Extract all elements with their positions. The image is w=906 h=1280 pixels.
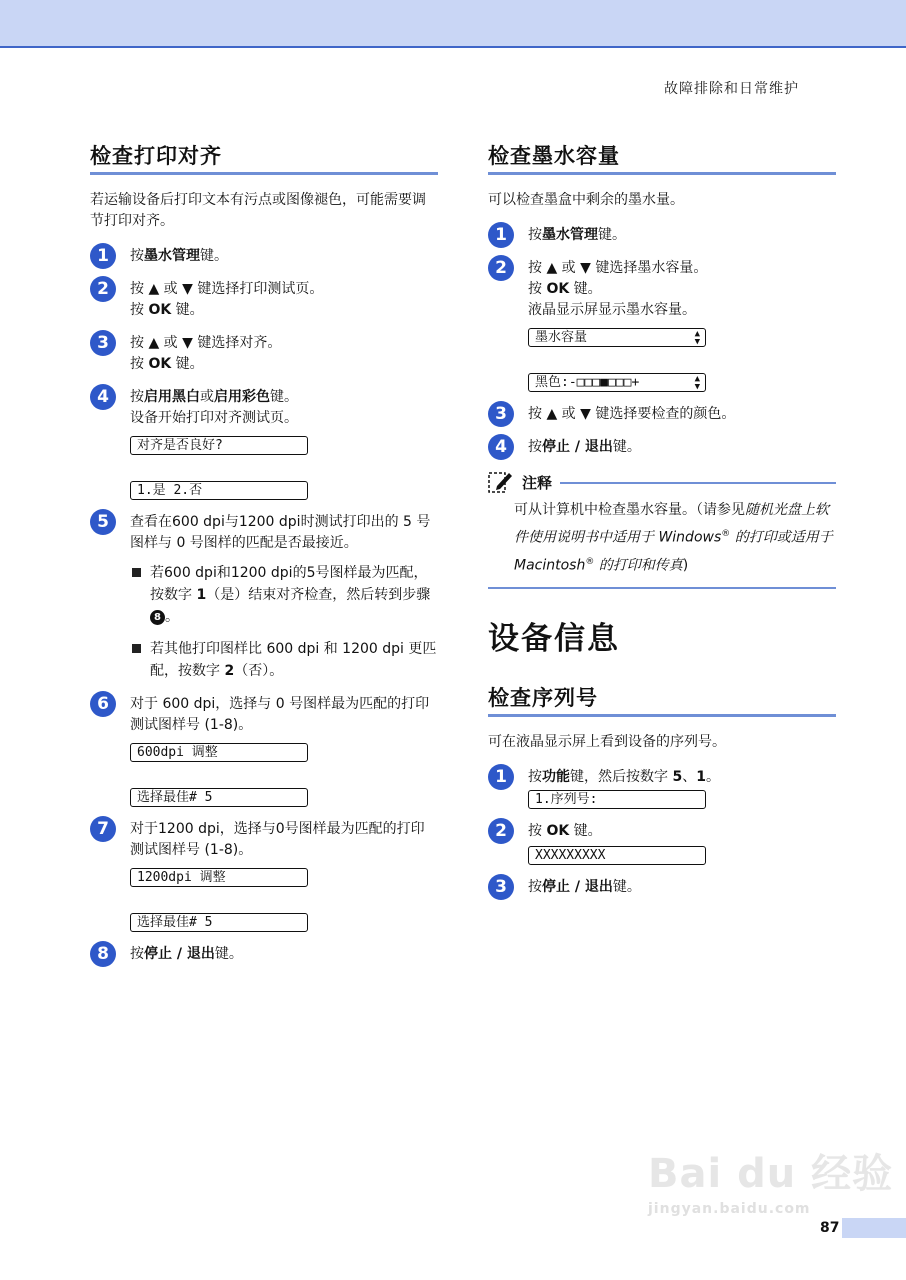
step-3: 3 按 ▲ 或 ▼ 键选择对齐。 按 OK 键。 (90, 333, 438, 375)
step-number: 3 (90, 330, 116, 356)
running-header: 故障排除和日常维护 (664, 81, 799, 97)
step-number: 5 (90, 509, 116, 535)
step-3: 3 按 ▲ 或 ▼ 键选择要检查的颜色。 (488, 404, 836, 425)
step-number: 2 (488, 255, 514, 281)
step-number: 1 (488, 764, 514, 790)
step-number: 8 (90, 941, 116, 967)
section-lead: 若运输设备后打印文本有污点或图像褪色，可能需要调节打印对齐。 (90, 192, 426, 229)
note-title: 注释 (522, 473, 553, 492)
step-number: 6 (90, 691, 116, 717)
step-2: 2 按 OK 键。 XXXXXXXXX (488, 821, 836, 865)
up-down-arrow-icon: ▲ ▼ (694, 374, 700, 392)
up-down-arrow-icon: ▲ ▼ (694, 329, 700, 347)
right-column (488, 140, 836, 910)
note-text: 可从计算机中检查墨水容量。（请参见随机光盘上软件使用说明书中适用于 Windows® 的打印或适用于 Macintosh® 的打印和传真) (514, 502, 833, 574)
bullet-square-icon (132, 568, 141, 577)
step-number: 3 (488, 874, 514, 900)
step-2: 2 按 ▲ 或 ▼ 键选择打印测试页。 按 OK 键。 (90, 279, 438, 321)
step-number: 1 (488, 222, 514, 248)
step-number: 7 (90, 816, 116, 842)
left-column (90, 140, 438, 977)
step-4: 4 按启用黑白或启用彩色键。 设备开始打印对齐测试页。 对齐是否良好? 1.是 2.否 (90, 387, 438, 500)
bullet-item: 若600 dpi和1200 dpi的5号图样最为匹配，按数字 1（是）结束对齐检查，然后转到步骤 8 。 (130, 562, 438, 628)
page-number-band (842, 1218, 906, 1238)
bullet-item: 若其他打印图样比 600 dpi 和 1200 dpi 更匹配，按数字 2（否）。 (130, 638, 438, 682)
section-title-serial-number: 检查序列号 (488, 682, 836, 717)
step-4: 4 按停止 / 退出键。 (488, 437, 836, 458)
step-1: 1 按功能键，然后按数字 5、1。 1.序列号: (488, 767, 836, 809)
key-ink-management: 墨水管理 (144, 248, 200, 264)
lcd-display: XXXXXXXXX (528, 846, 706, 865)
step-8: 8 按停止 / 退出键。 (90, 944, 438, 965)
page-number: 87 (820, 1220, 840, 1236)
lcd-display: 1.是 2.否 (130, 481, 308, 500)
step-number: 4 (90, 384, 116, 410)
step-3: 3 按停止 / 退出键。 (488, 877, 836, 898)
lcd-display: 对齐是否良好? (130, 436, 308, 455)
note-pencil-icon (488, 470, 514, 494)
step-ref-icon: 8 (150, 610, 165, 625)
note-box (488, 470, 836, 589)
lcd-display: 黑色:-□□□■□□□+ ▲ ▼ (528, 373, 706, 392)
lcd-display: 墨水容量 ▲ ▼ (528, 328, 706, 347)
step-1: 1 按墨水管理键。 (90, 246, 438, 267)
step-number: 4 (488, 434, 514, 460)
section-title-ink-volume: 检查墨水容量 (488, 140, 836, 175)
lcd-display: 600dpi 调整 (130, 743, 308, 762)
bullet-square-icon (132, 644, 141, 653)
step-7: 7 对于1200 dpi，选择与0号图样最为匹配的打印测试图样号 (1-8)。 1200dpi 调整 选择最佳# 5 (90, 819, 438, 932)
chapter-title-device-info: 设备信息 (488, 621, 620, 658)
section-lead: 可以检查墨盒中剩余的墨水量。 (488, 192, 684, 208)
watermark: Bai du 经验 jingyan.baidu.com (648, 1151, 894, 1217)
section-lead: 可在液晶显示屏上看到设备的序列号。 (488, 734, 726, 751)
lcd-display: 选择最佳# 5 (130, 788, 308, 807)
step-number: 2 (90, 276, 116, 302)
lcd-display: 1.序列号: (528, 790, 706, 809)
lcd-display: 选择最佳# 5 (130, 913, 308, 932)
step-number: 1 (90, 243, 116, 269)
lcd-display: 1200dpi 调整 (130, 868, 308, 887)
section-title-print-alignment: 检查打印对齐 (90, 140, 438, 175)
step-5: 5 查看在600 dpi与1200 dpi时测试打印出的 5 号图样与 0 号图样的匹配是否最接近。 若600 dpi和1200 dpi的5号图样最为匹配，按数字 1（是）结束对齐检查，然后转到步骤 8 。 若其他打印图样比 600 dpi 和 1200 dpi 更匹配，按数字 2（否）。 (90, 512, 438, 682)
step-6: 6 对于 600 dpi，选择与 0 号图样最为匹配的打印测试图样号 (1-8)。 600dpi 调整 选择最佳# 5 (90, 694, 438, 807)
step-number: 3 (488, 401, 514, 427)
step-2: 2 按 ▲ 或 ▼ 键选择墨水容量。 按 OK 键。 液晶显示屏显示墨水容量。 墨水容量 ▲ ▼ 黑色:-□□□■□□□+ ▲ ▼ (488, 258, 836, 392)
step-number: 2 (488, 818, 514, 844)
top-color-band (0, 0, 906, 48)
step-1: 1 按墨水管理键。 (488, 225, 836, 246)
